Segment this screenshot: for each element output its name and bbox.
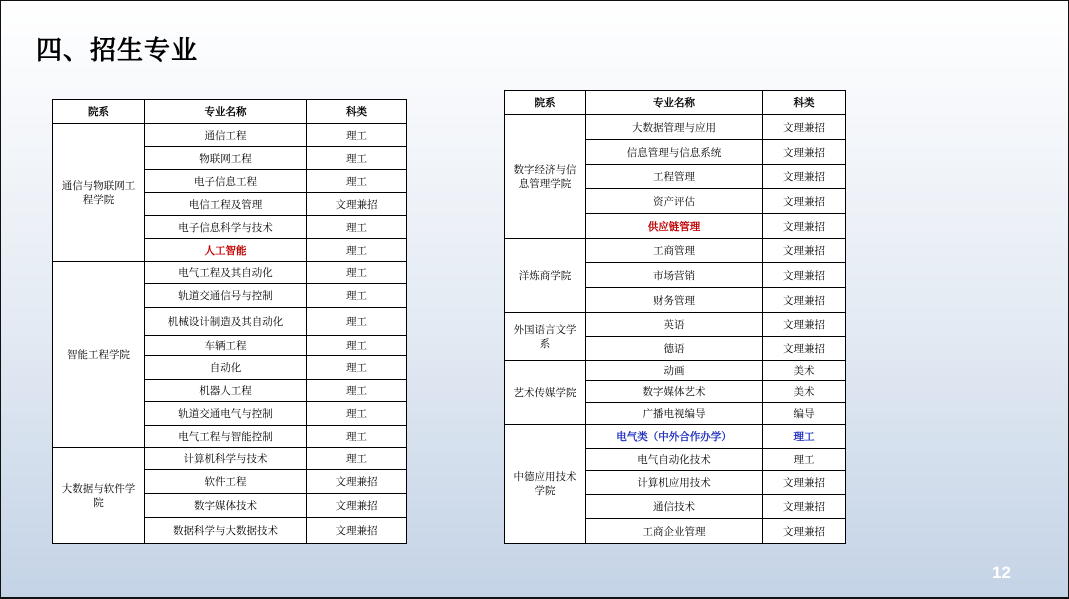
major-cell: 工程管理	[586, 165, 763, 189]
category-cell: 文理兼招	[307, 518, 407, 544]
category-cell: 理工	[307, 239, 407, 262]
major-cell: 电子信息工程	[145, 170, 307, 193]
header-major: 专业名称	[145, 100, 307, 124]
college-cell: 艺术传媒学院	[505, 361, 586, 425]
major-cell: 工商企业管理	[586, 519, 763, 544]
category-cell: 文理兼招	[763, 189, 846, 214]
table-row	[505, 239, 846, 263]
major-cell: 机器人工程	[145, 380, 307, 402]
major-cell: 自动化	[145, 356, 307, 380]
major-cell: 市场营销	[586, 263, 763, 288]
header-major: 专业名称	[586, 91, 763, 115]
college-cell: 洋炼商学院	[505, 239, 586, 313]
college-cell: 智能工程学院	[53, 262, 145, 448]
major-cell: 车辆工程	[145, 336, 307, 356]
category-cell: 理工	[307, 284, 407, 308]
major-cell: 数据科学与大数据技术	[145, 518, 307, 544]
major-cell: 通信工程	[145, 124, 307, 147]
category-cell: 理工	[307, 308, 407, 336]
college-cell: 中德应用技术学院	[505, 425, 586, 544]
category-cell: 理工	[307, 402, 407, 426]
category-cell: 理工	[307, 124, 407, 147]
majors-table-left	[52, 99, 407, 544]
table-row	[505, 425, 846, 449]
major-cell: 电气自动化技术	[586, 449, 763, 471]
header-college: 院系	[505, 91, 586, 115]
major-cell: 通信技术	[586, 495, 763, 519]
major-cell: 电气类（中外合作办学）	[586, 425, 763, 449]
major-cell: 财务管理	[586, 288, 763, 313]
category-cell: 理工	[763, 425, 846, 449]
major-cell: 电气工程及其自动化	[145, 262, 307, 284]
category-cell: 文理兼招	[763, 140, 846, 165]
major-cell: 资产评估	[586, 189, 763, 214]
major-cell: 物联网工程	[145, 147, 307, 170]
category-cell: 文理兼招	[763, 471, 846, 495]
category-cell: 理工	[307, 336, 407, 356]
major-cell: 机械设计制造及其自动化	[145, 308, 307, 336]
category-cell: 理工	[763, 449, 846, 471]
major-cell: 工商管理	[586, 239, 763, 263]
category-cell: 文理兼招	[307, 494, 407, 518]
table-row	[53, 124, 407, 147]
table-body	[53, 124, 407, 544]
header-category: 科类	[307, 100, 407, 124]
category-cell: 文理兼招	[307, 193, 407, 216]
category-cell: 理工	[307, 216, 407, 239]
category-cell: 文理兼招	[763, 239, 846, 263]
page-title: 四、招生专业	[36, 36, 199, 66]
category-cell: 文理兼招	[763, 263, 846, 288]
category-cell: 理工	[307, 448, 407, 470]
header-college: 院系	[53, 100, 145, 124]
major-cell: 数字媒体技术	[145, 494, 307, 518]
major-cell: 电信工程及管理	[145, 193, 307, 216]
category-cell: 美术	[763, 381, 846, 403]
college-cell: 外国语言文学系	[505, 313, 586, 361]
major-cell: 电气工程与智能控制	[145, 426, 307, 448]
page-number: 12	[992, 563, 1011, 582]
category-cell: 文理兼招	[763, 313, 846, 337]
major-cell: 大数据管理与应用	[586, 115, 763, 140]
table-body	[505, 115, 846, 544]
major-cell: 计算机应用技术	[586, 471, 763, 495]
header-category: 科类	[763, 91, 846, 115]
major-cell: 广播电视编导	[586, 403, 763, 425]
table-header-row	[505, 91, 846, 115]
category-cell: 理工	[307, 380, 407, 402]
category-cell: 美术	[763, 361, 846, 381]
majors-table-right	[504, 90, 846, 544]
major-cell: 数字媒体艺术	[586, 381, 763, 403]
table-row	[53, 262, 407, 284]
category-cell: 文理兼招	[763, 214, 846, 239]
category-cell: 文理兼招	[763, 337, 846, 361]
table-row	[505, 313, 846, 337]
major-cell: 人工智能	[145, 239, 307, 262]
category-cell: 文理兼招	[763, 519, 846, 544]
category-cell: 理工	[307, 262, 407, 284]
category-cell: 理工	[307, 426, 407, 448]
major-cell: 软件工程	[145, 470, 307, 494]
table-row	[53, 448, 407, 470]
category-cell: 文理兼招	[763, 495, 846, 519]
major-cell: 轨道交通电气与控制	[145, 402, 307, 426]
college-cell: 通信与物联网工程学院	[53, 124, 145, 262]
category-cell: 文理兼招	[763, 115, 846, 140]
category-cell: 理工	[307, 147, 407, 170]
category-cell: 文理兼招	[763, 288, 846, 313]
major-cell: 电子信息科学与技术	[145, 216, 307, 239]
table-header-row	[53, 100, 407, 124]
category-cell: 理工	[307, 170, 407, 193]
table-row	[505, 361, 846, 381]
major-cell: 动画	[586, 361, 763, 381]
category-cell: 理工	[307, 356, 407, 380]
major-cell: 计算机科学与技术	[145, 448, 307, 470]
major-cell: 英语	[586, 313, 763, 337]
major-cell: 德语	[586, 337, 763, 361]
major-cell: 供应链管理	[586, 214, 763, 239]
category-cell: 文理兼招	[763, 165, 846, 189]
table-row	[505, 115, 846, 140]
category-cell: 文理兼招	[307, 470, 407, 494]
college-cell: 数字经济与信息管理学院	[505, 115, 586, 239]
major-cell: 信息管理与信息系统	[586, 140, 763, 165]
category-cell: 编导	[763, 403, 846, 425]
college-cell: 大数据与软件学院	[53, 448, 145, 544]
major-cell: 轨道交通信号与控制	[145, 284, 307, 308]
